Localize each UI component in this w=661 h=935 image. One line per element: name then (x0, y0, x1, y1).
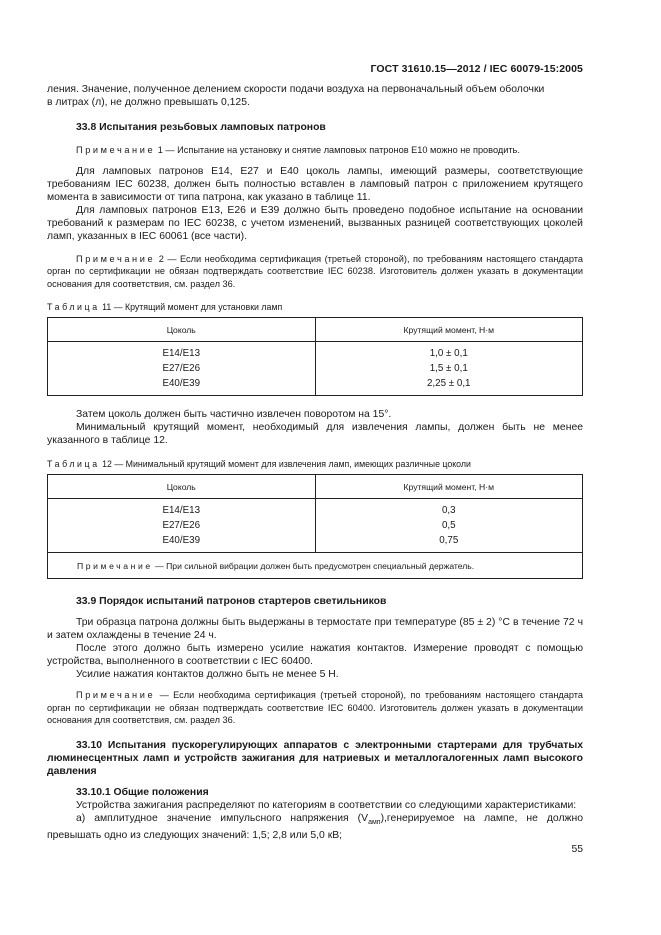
cell-base: E27/E26 (48, 361, 316, 376)
table-11-caption (47, 302, 583, 312)
paragraph-contact-force: После этого должно быть измерено усилие нажатия контактов. Измерение проводят с помощью устройства, выполненного в соответствии с IEC 60400. (47, 643, 583, 667)
table-row (48, 376, 583, 396)
table-header-row (48, 318, 583, 342)
column-header-torque: Крутящий момент, Н·м (315, 318, 583, 342)
note-1 (47, 144, 583, 157)
cell-base: E40/E39 (48, 533, 316, 553)
cell-torque: 2,25 ± 0,1 (315, 376, 583, 396)
table-11-block (47, 302, 583, 396)
paragraph-thermostat: Три образца патрона должны быть выдержаны в термостате при температуре (85 ± 2) °С в течение 72 ч и затем охлаждены в течение 24 ч. (47, 617, 583, 641)
cell-torque: 0,75 (315, 533, 583, 553)
table-row (48, 361, 583, 376)
cell-base: E14/E13 (48, 499, 316, 519)
paragraph-categories: Устройства зажигания распределяют по категориям в соответствии со следующими характеристиками: (76, 799, 577, 811)
column-header-base: Цоколь (48, 475, 316, 499)
paragraph-amplitude (47, 812, 583, 842)
table-row (48, 499, 583, 519)
intro-line-1: ления. Значение, полученное делением скорости подачи воздуха на первоначальный объем оболочки (47, 84, 545, 95)
standard-header: ГОСТ 31610.15—2012 / IEC 60079-15:2005 (370, 63, 583, 75)
section-heading-33-8: 33.8 Испытания резьбовых ламповых патронов (76, 122, 326, 133)
paragraph-minimum-torque: Минимальный крутящий момент, необходимый для извлечения лампы, должен быть не менее указанного в таблице 12. (47, 422, 583, 446)
cell-torque: 0,3 (315, 499, 583, 519)
paragraph-min-force: Усилие нажатия контактов должно быть не менее 5 Н. (76, 669, 339, 680)
note-label: Примечание (76, 145, 156, 155)
note-text: — При сильной вибрации должен быть предусмотрен специальный держатель. (152, 560, 475, 571)
paragraph-e13-e26-e39: Для ламповых патронов E13, E26 и E39 должно быть проведено подобное испытание на основании требований к размерам по IEC 60238, с учетом изменений, вызванных разницей соответствующих цоколей ламп, указанных в IEC 60061 (все части). (47, 204, 583, 242)
paragraph-e14-e27-e40: Для ламповых патронов E14, E27 и E40 цоколь лампы, имеющий размеры, соответствующие требованиям IEC 60238, должен быть полностью вставлен в ламповый патрон с приложением крутящего момента в зависимости от типа патрона, как указано в таблице 11. (47, 165, 583, 203)
table-12-caption (47, 459, 583, 469)
note-label: Примечание (76, 690, 156, 700)
section-heading-33-9: 33.9 Порядок испытаний патронов стартеров светильников (76, 596, 387, 607)
note-text: 2 — Если необходима сертификация (третьей стороной), по требованиям настоящего стандарта орган по сертификации не обязан подтверждать соответствие IEC 60238. Изготовитель должен указать в документации основания для соответствия, см. раздел 36. (47, 253, 583, 289)
paragraph-rotation: Затем цоколь должен быть частично извлечен поворотом на 15°. (76, 409, 392, 420)
cell-base: E14/E13 (48, 342, 316, 362)
column-header-torque: Крутящий момент, Н·м (315, 475, 583, 499)
page-number: 55 (571, 844, 583, 855)
amplitude-text-b: ),генерируемое на лампе, не должно превышать одно из следующих значений: 1,5; 2,8 или 5,0 кВ; (47, 812, 583, 841)
table-row (48, 533, 583, 553)
table-12-note (48, 553, 583, 579)
note-label: Примечание (76, 253, 156, 264)
table-label: Таблица (47, 459, 100, 469)
table-header-row (48, 475, 583, 499)
main-content (47, 83, 583, 842)
cell-torque: 1,0 ± 0,1 (315, 342, 583, 362)
cell-base: E40/E39 (48, 376, 316, 396)
cell-base: E27/E26 (48, 518, 316, 533)
cell-torque: 1,5 ± 0,1 (315, 361, 583, 376)
table-11 (47, 317, 583, 396)
note-text: — Если необходима сертификация (третьей стороной), по требованиям настоящего стандарта орган по сертификации не обязан подтверждать соответствие IEC 60400. Изготовитель должен указать в документации основания для соответствия, см. раздел 36. (47, 690, 583, 725)
table-label: Таблица (47, 302, 100, 312)
section-heading-33-10: 33.10 Испытания пускорегулирующих аппаратов с электронными стартерами для трубчатых люминесцентных ламп и устройств зажигания для натриевых и металлогалогенных ламп высокого давления (47, 739, 583, 777)
subsection-heading-33-10-1: 33.10.1 Общие положения (76, 786, 209, 798)
table-row (48, 342, 583, 362)
note-text: 1 — Испытание на установку и снятие ламповых патронов E10 можно не проводить. (155, 145, 520, 155)
note-label: Примечание (77, 560, 153, 571)
table-title: 11 — Крутящий момент для установки ламп (99, 302, 283, 312)
amplitude-text-a: а) амплитудное значение импульсного напряжения (V (76, 812, 369, 824)
note-33-9 (47, 689, 583, 727)
table-12 (47, 474, 583, 579)
table-12-block (47, 459, 583, 579)
table-row (48, 518, 583, 533)
cell-torque: 0,5 (315, 518, 583, 533)
table-title: 12 — Минимальный крутящий момент для извлечения ламп, имеющих различные цоколи (99, 459, 471, 469)
column-header-base: Цоколь (48, 318, 316, 342)
intro-line-2: в литрах (л), не должно превышать 0,125. (47, 97, 250, 108)
note-2 (47, 253, 583, 291)
amplitude-subscript: амп (368, 818, 381, 826)
table-note-row (48, 553, 583, 579)
